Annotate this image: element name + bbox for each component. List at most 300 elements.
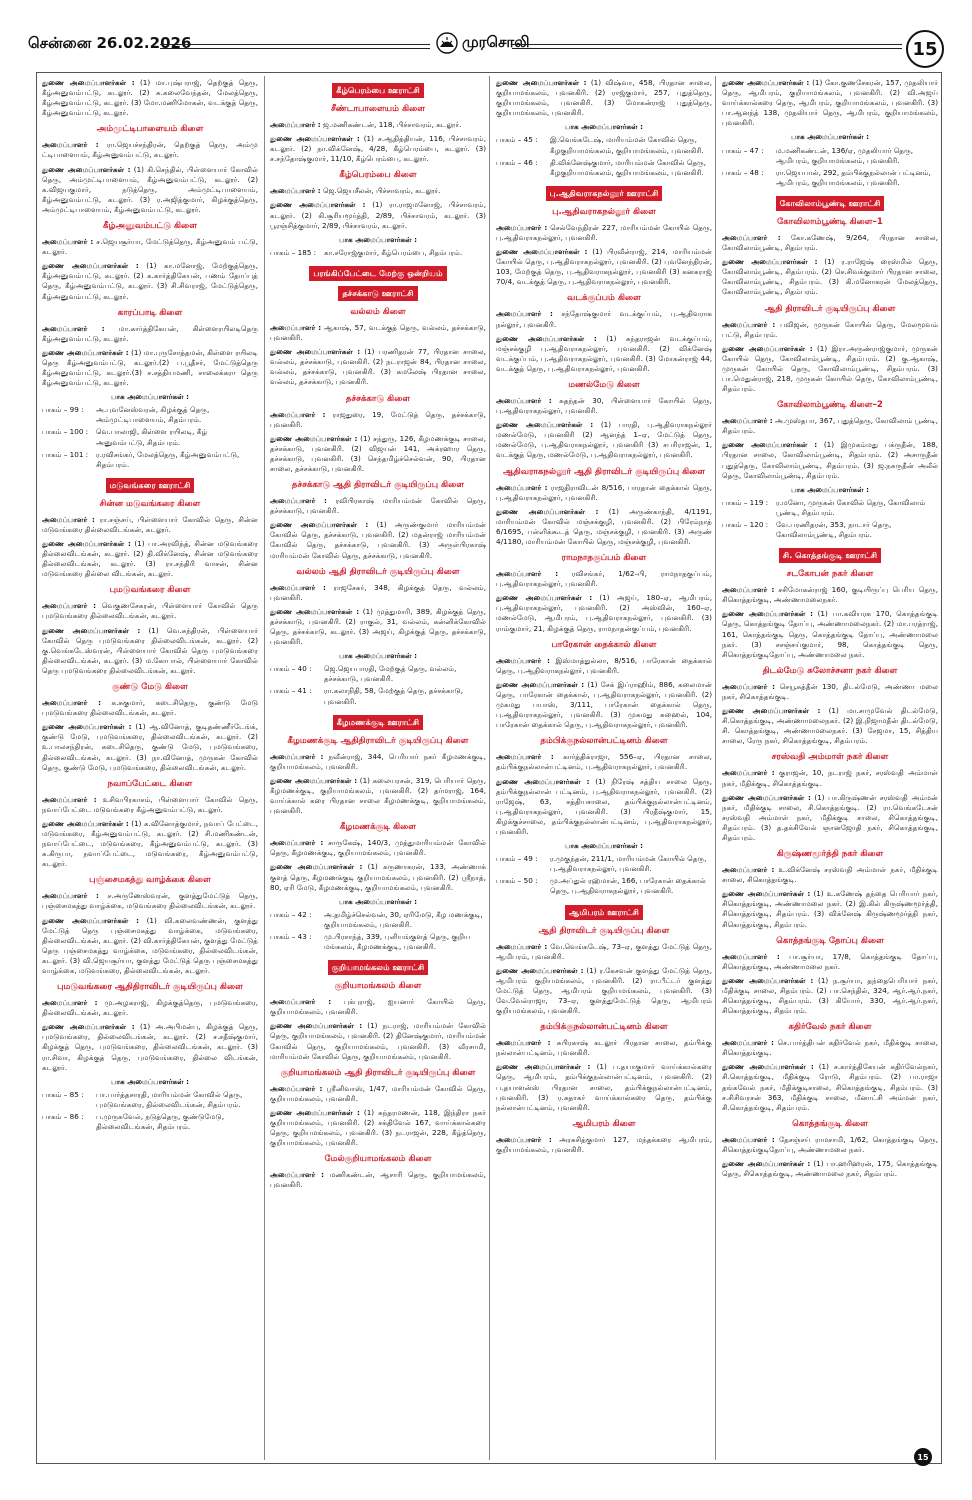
role-label: அமைப்பாளர் : — [722, 585, 775, 595]
role-label: அமைப்பாளர் : — [722, 865, 775, 875]
booth-agent: இ.வெங்கடேஷ், மாரியம்மன் கோவில் தெரு, கீழகுறியாமங்கலம், குறியாமங்கலம், புவனகிரி. — [550, 135, 704, 155]
member-entry — [722, 976, 938, 1016]
member-entry — [270, 200, 486, 230]
member-details: (1) சேக் இப்ராஹிம், 886, கலைமான் தெரு, பாரேகான் தைக்கால், பு.ஆதிவராகநல்லூர், புவனகிரி. (2) முகமது பயாஸ், 3/111, பாரேகான் தைக்கால் தெரு, பு.ஆதிவராகநல்லூர், புவனகிரி. (3) முகமது சுஹைல், 104, பாரேகான் தைக்கால் தெரு, பு.ஆதிவராகநல்லூர், புவனகிரி. — [496, 679, 712, 730]
member-entry — [270, 1170, 486, 1190]
member-details: (1) உ.கணேஷ் தந்தை பெரியார் நகர், சிகொத்தங்குடி, அண்ணாமலை நகர். (2) இ.கில் கிருஷ்ணமூர்த்தி, சிகொத்தங்குடி, சிதம்பரம். (3) விக்னேஷ் கிருஷ்ணமூர்த்தி நகர், சிகொத்தங்குடி, சிதம்பரம். — [722, 889, 938, 929]
member-details: பவிஜன், முருகன் கோயில் தெரு, மேலமூவம் பட்டு, சிதம்பரம். — [722, 319, 938, 339]
booth-num: 47 — [749, 145, 759, 155]
member-details: ராஜதுரை, 19, மேட்டுத் தெரு, தச்சக்காடு, புவனகிரி. — [270, 409, 486, 429]
role-label: அமைப்பாளர் : — [496, 655, 550, 665]
member-entry — [270, 134, 486, 164]
panchayat-banner: பரங்கிப்பேட்டை மேற்கு ஒன்றியம் — [309, 266, 446, 281]
booth-number: பாகம் – 50 : — [496, 876, 538, 886]
member-entry — [496, 966, 712, 1016]
member-entry — [722, 682, 938, 702]
member-entry — [270, 434, 486, 474]
section-subheading: பாக அமைப்பாளர்கள் : — [791, 132, 869, 142]
member-entry — [722, 78, 938, 128]
role-label: துணை அமைப்பாளர்கள் : — [42, 625, 141, 635]
booth-row — [42, 1090, 258, 1112]
section-subheading: பாக அமைப்பாளர்கள் : — [791, 484, 869, 494]
booth-agent: ரா.கலாநிதி, 58, மேற்குத் தெரு, தச்சக்காடு, புவனகிரி. — [324, 686, 464, 706]
booth-number: பாகம் – 185 : — [270, 247, 317, 257]
branch-heading: கொத்தங்குடி கிளை — [792, 1118, 868, 1129]
member-details: தேசஞ்சய் ராமசாமி, 1/62, கொத்தங்குடி தெரு, சிகொத்தங்குடிதோப்பு, அண்ணாமலை நகர். — [722, 1134, 938, 1154]
member-entry — [722, 609, 938, 659]
booth-label: பாகம் – — [270, 664, 296, 674]
member-entry — [722, 952, 938, 972]
booth-label: பாகம் – — [722, 520, 748, 529]
member-details: (1) பிரவீன்ராஜ், 214, மாரியம்மன் கோயில் தெரு, பு.ஆதிவராகநல்லூர், புவனகிரி. (2) புவனேந்திரன், 103, மேற்குத் தெரு, பு.ஆதிவராகநல்லூர், புவனகிரி (3) கனகராஜ் 70/4, வடக்குத் தெரு, பு.ஆதிவராகநல்லூர், புவனகிரி. — [496, 247, 712, 287]
role-label: துணை அமைப்பாளர்கள் : — [42, 539, 131, 548]
booth-num: 46 — [523, 157, 533, 167]
member-entry — [496, 483, 712, 503]
role-label: துணை அமைப்பாளர்கள் : — [722, 257, 818, 267]
member-entry — [496, 334, 712, 374]
booth-row — [496, 135, 712, 157]
member-entry — [722, 257, 938, 297]
member-entry — [42, 819, 258, 869]
member-entry — [496, 1038, 712, 1058]
member-entry — [42, 324, 258, 344]
member-details: (1) ர.கேசவன் குளத்து மேட்டுத் தெரு, ஆமிபரம் குறியமங்கலம், புவனகிரி. (2) ரா.பீட்டர் குளத்து மேட்டுத் தெரு, ஆமிபரம் குறியமங்கலம், புவனகிரி. (3) வே.வேல்ராஜா, 73–ஏ, குளத்துமேட்டுத் தெரு, ஆமிபரம் குறியமங்கலம், புவனகிரி. — [496, 965, 712, 1016]
member-details: ரா.சஞ்சய், பிள்ளையார் கோவில் தெரு, சின்ன மடுவங்கரை தில்லைவிடங்கன், கடலூர். — [42, 514, 258, 534]
booth-number: பாகம் – 42 : — [270, 909, 312, 919]
branch-heading: புமடுவங்கரை ஆதிதிராவிடர் குடியிருப்பு கிளை — [57, 982, 243, 993]
branch-heading: திடல்மேடு சுலோச்சனா நகர் கிளை — [762, 665, 898, 676]
member-entry — [270, 752, 486, 772]
booth-table — [722, 498, 938, 542]
section-subheading: பாக அமைப்பாளர்கள் : — [111, 1076, 189, 1086]
member-details: (1) பாரதி, பு.ஆதிவராகநல்லூர் மணல்மேடு, புவனகிரி (2) ஆனந்த் 1–ஏ, மேட்டுத் தெரு, மணல்மேடு, பு.ஆதிவராகநல்லூர், புவனகிரி (3) சபரிராஜன், 1, வடக்குத் தெரு, மணல்மேடு, பு.ஆதிவராகநல்லூர், புவனகிரி. — [496, 420, 712, 460]
branch-heading: தச்சக்காடு கிளை — [345, 393, 411, 404]
member-details: (1) பா.ஹரிஹரன், 175, கொத்தங்குடி தெரு, சிகொத்தங்குடி, அண்ணாமலை நகர், சிதம்பரம். — [722, 1159, 938, 1179]
role-label: துணை அமைப்பாளர்கள் : — [270, 347, 361, 357]
member-details: (1) நிரேஷ் சத்திய சாலை தெரு, தம்பிக்குநல்லான் பட்டினம், பு.ஆதிவராகநல்லூர், புவனகிரி. (2) ராஜேஷ், 63, சத்தியசாலை, தம்பிக்குநல்லான்பட்டினம், பு.ஆதிவராகநல்லூர், புவனகிரி. (3) பிரதீஷ்குமார், 15, கிழக்குச்சாலை, தம்பிக்குநல்லான்பட்டினம், பு.ஆதிவராகநல்லூர், புவனகிரி. — [496, 776, 712, 836]
booth-label: பாகம் – — [42, 449, 68, 459]
member-details: (1) ரா.ராஜமனோஜ், பிச்சாவரம், கடலூர். (2) கி.சூரியமூர்த்தி, 2/89, பிச்சாவரம், கடலூர். (3) பூரஞ்சித்குமார், 2/89, பிச்சாவரம், கடலூர். — [270, 200, 486, 230]
role-label: துணை அமைப்பாளர்கள் : — [722, 889, 811, 899]
member-entry — [496, 396, 712, 416]
booth-num: 100 — [69, 427, 84, 437]
member-entry — [270, 776, 486, 816]
role-label: அமைப்பாளர் : — [42, 601, 97, 611]
booth-row — [270, 932, 486, 954]
booth-num: 48 — [749, 167, 759, 177]
member-details: (1) மா.புஷ்பராஜ், தெற்குத் தெரு, கீழ்அனுவம்பட்டு, கடலூர். (2) சு.கலைவேந்தன், மேலத்தெரு, கீழ்அனுவம்பட்டு, கடலூர். (3) மோ.மணிமோகன், வடக்குத் தெரு, கீழ்அனுவம்பட்டு, கடலூர். — [42, 78, 258, 118]
branch-heading: பு.ஆதிவராகநல்லூர் கிளை — [552, 206, 656, 217]
column-divider — [489, 76, 490, 1460]
booth-row — [42, 405, 258, 427]
branch-heading: குறியாமங்கலம் ஆதி திராவிடர் குடியிருப்பு கிளை — [280, 1067, 476, 1078]
booth-row — [722, 168, 938, 190]
booth-row — [42, 450, 258, 472]
role-label: துணை அமைப்பாளர்கள் : — [722, 706, 821, 716]
member-details: (1) அ.அபிமன்பு, கிழக்குத் தெரு, புமடுவங்கரை, தில்லைவிடங்கன், கடலூர். (2) ச.சதீஷ்குமார், கிழக்குத் தெரு, புமடுவங்கரை, தில்லைவிடங்கன், கடலூர். (3) ரா.சிவா, கிழக்குத் தெரு, புமடுவங்கரை, தில்லை விடங்கன், கடலூர். — [42, 1022, 258, 1072]
booth-num: 45 — [523, 135, 533, 145]
member-entry — [42, 261, 258, 301]
branch-heading: தச்சக்காடு ஆதி திராவிடர் குடியிருப்பு கிளை — [291, 480, 465, 491]
member-entry — [496, 942, 712, 962]
role-label: துணை அமைப்பாளர்கள் : — [270, 862, 363, 872]
member-entry — [270, 347, 486, 387]
page-header — [0, 0, 972, 62]
member-entry — [270, 520, 486, 560]
member-details: (1) நடராஜ், மாரியம்மன் கோவில் தெரு, குறியாமங்கலம், புவனகிரி. (2) தினேஷ்குமார், மாரியம்மன் கோவில் தெரு, குறியாமங்கலம், புவனகிரி. (3) வீரசாமி, மாரியம்மன் கோவில் தெரு, குறியாமங்கலம், புவனகிரி. — [270, 1021, 486, 1061]
footer-page-number: 15 — [914, 1448, 932, 1466]
member-details: ரவிசங்கர், 1/62–பி, ராமநாதகுப்பம், பு.ஆதிவராகநல்லூர், புவனகிரி. — [496, 569, 712, 589]
member-entry — [42, 795, 258, 815]
member-entry — [722, 440, 938, 480]
member-details: (1) அஜய், 180–ஏ, ஆமிபரம், பு.ஆதிவராகநல்லூர், புவனகிரி. (2) அஸ்வின், 160–ஏ, மணல்மேடு, ஆமிபரம், பு.ஆதிவராகநல்லூர், புவனகிரி. (3) ராம்குமார், 21, கிழக்குத் தெரு, ராமநாதன்குப்பம், புவனகிரி. — [496, 593, 712, 633]
member-details: செ.பார்த்திபன் கதிர்வேல் நகர், மீதிக்குடி சாலை, சிகொத்தங்குடி. — [722, 1038, 938, 1058]
booth-num: 49 — [523, 854, 533, 864]
role-label: அமைப்பாளர் : — [722, 768, 775, 778]
member-entry — [496, 593, 712, 633]
role-label: அமைப்பாளர் : — [496, 309, 553, 319]
role-label: துணை அமைப்பாளர்கள் : — [722, 792, 811, 802]
member-entry — [42, 237, 258, 257]
role-label: அமைப்பாளர் : — [496, 941, 548, 951]
role-label: அமைப்பாளர் : — [270, 838, 324, 848]
booth-number: பாகம் – 120 : — [722, 520, 769, 529]
role-label: அமைப்பாளர் : — [270, 751, 324, 761]
role-label: அமைப்பாளர் : — [270, 1170, 324, 1180]
member-entry — [42, 916, 258, 977]
branch-heading: கதிர்வேல் நகர் கிளை — [788, 1022, 872, 1033]
booth-agent: ர.முகுந்தன், 211/1, மாரியம்மன் கோயில் தெரு, பு.ஆதிவராகநல்லூர், புவனகிரி. — [550, 854, 707, 874]
booth-label: பாகம் – — [270, 247, 296, 257]
member-entry — [496, 247, 712, 287]
panchayat-banner: மடுவங்கரை ஊராட்சி — [106, 478, 195, 493]
member-details: (1) கா.மனோஜ், மேற்குத்தெரு, கீழ்அனுவம்பட்டு, கடலூர். (2) க.கார்த்திகேயன், பணம் தோப்புத் தெரு, கீழ்அனுவம்பட்டு, கடலூர். (3) சி.சிவராஜ், மேட்டுத்தெரு, கீழ்அனுவம்பட்டு, கடலூர். — [42, 261, 258, 301]
booth-num: 101 — [69, 449, 84, 459]
role-label: அமைப்பாளர் : — [722, 681, 776, 691]
role-label: துணை அமைப்பாளர்கள் : — [42, 261, 139, 271]
member-details: சந்தோஷ்குமார் வடக்குப்பம், பு.ஆதிவராக நல்லூர், புவனகிரி. — [496, 309, 712, 329]
member-details: ச.அருணேஸ்வரன், குளத்துமேட்டுத் தெரு, புஞ்சைமகத்து வாழ்க்கை, மடுவங்கரை தில்லைவிடங்கன், கடலூர். — [42, 891, 258, 911]
member-details: ச.ஜெயசூர்யா, மேட்டுத்தெரு, கீழ்அனுவம் பட்டு, கடலூர். — [42, 237, 258, 257]
booth-table — [42, 405, 258, 472]
member-details: ராஜசேகர், 348, கிழக்குத் தெரு, வல்லம், புவனகிரி. — [270, 582, 486, 602]
member-details: (1) விஷ்வா, 458, பிரதான சாலை, குறியாமங்கலம், புவனகிரி. (2) ராஜ்குமார், 257, புதுத்தெரு, குறியாமங்கலம், புவனகிரி. (3) மோகன்ராஜ் புதுத்தெரு, குறியாமங்கலம், புவனகிரி. — [496, 78, 712, 118]
booth-number: பாகம் – 41 : — [270, 686, 312, 696]
member-details: (1) இரா.அருண்ராஜ்குமார், முருகன் கோயில் தெரு, கோவிலாம்பூண்டி, சிதம்பரம். (2) கு.ஆகாஷ், முருகன் கோயில் தெரு, கோவிலாம்பூண்டி, சிதம்பரம். (3) பா.மெதுன்ராஜ், 218, முருகன் கோயில் தெரு, கோவிலாம்பூண்டி, சிதம்பரம். — [722, 343, 938, 394]
booth-num: 40 — [297, 664, 307, 674]
member-details: கோ.கணேஷ், 9/264, பிரதான சாலை, கோவிலாம்பூண்டி, சிதம்பரம். — [722, 232, 938, 253]
role-label: அமைப்பாளர் : — [496, 222, 548, 232]
role-label: அமைப்பாளர் : — [496, 482, 548, 492]
member-entry — [270, 838, 486, 858]
booth-row — [270, 248, 486, 260]
booth-row — [270, 910, 486, 932]
member-entry — [496, 78, 712, 118]
branch-heading: கோவிலாம்பூண்டி கிளை–1 — [777, 216, 883, 227]
member-entry — [42, 626, 258, 676]
booth-table — [496, 135, 712, 179]
member-details: (1) சுந்தராஜன் வடக்குப்பம், மஞ்சக்குழி பு.ஆதிவராகநல்லூர், புவனகிரி. (2) விக்னேஷ் வடக்குப்பம், பு.ஆதிவராகநல்லூர், புவனகிரி. (3) மோகன்ராஜ் 44, வடக்குத் தெரு, பு.ஆதிவராகநல்லூர், புவனகிரி. — [496, 333, 712, 373]
member-details: கார்த்திக்ராஜா, 556–ஏ, பிரதான சாலை, தம்பிக்குநல்லான்பட்டினம், பு.ஆதிவராகநல்லூர், புவனகிரி. — [496, 752, 712, 772]
booth-agent: தி.விக்னேஷ்குமார், மாரியம்மன் கோவில் தெரு, கீழகுறியாமங்கலம், குறியாமங்கலம், புவனகிரி. — [550, 157, 707, 177]
masthead-logo — [436, 32, 530, 54]
branch-heading: ஆதி திராவிடர் குடியிருப்பு கிளை — [538, 925, 670, 936]
role-label: அமைப்பாளர் : — [496, 752, 554, 762]
booth-number: பாகம் – 48 : — [722, 167, 764, 177]
role-label: அமைப்பாளர் : — [270, 1083, 323, 1093]
branch-heading: கொத்தங்குடி தோப்பு கிளை — [776, 935, 884, 946]
role-label: துணை அமைப்பாளர்கள் : — [722, 975, 814, 985]
member-entry — [42, 539, 258, 579]
booth-num: 41 — [297, 686, 307, 696]
section-subheading: பாக அமைப்பாளர்கள் : — [111, 392, 189, 402]
booth-num: 42 — [297, 909, 307, 919]
member-details: சசிமோகன்ராஜ் 160, குடியிருப்பு பெரிய தெரு, சிகொத்தங்குடி, அண்ணாமலைநகர். — [722, 585, 938, 605]
panchayat-banner: ஆமிபரம் ஊராட்சி — [565, 905, 643, 920]
booth-number: பாகம் – 49 : — [496, 854, 538, 864]
section-subheading: பாக அமைப்பாளர்கள் : — [339, 896, 417, 906]
booth-table — [496, 854, 712, 898]
member-entry — [270, 323, 486, 343]
masthead-title: முரசொலி — [462, 33, 530, 51]
member-entry — [42, 515, 258, 535]
member-details: சுபிரகாஷ் கடலூர் பிரதான சாலை, தம்பிக்கு நல்லான்பட்டினம், புவனகிரி. — [496, 1038, 712, 1058]
member-entry — [722, 793, 938, 843]
role-label: துணை அமைப்பாளர்கள் : — [496, 78, 587, 87]
booth-number: பாகம் – 45 : — [496, 135, 538, 145]
member-details: (1) ச.கார்த்திகேயன் கதிர்வேல்நகர், சி.கொத்தங்குடி, மீதிக்குடி ரோடு, சிதம்பரம். (2) பா.ராஜா தங்கவேல் நகர், மீதிக்குடிசாலை, சிகொத்தங்குடி, சிதம்பரம். (3) ச.சிசிவரசன் 363, மீதிக்குடி சாலை, மீனாட்சி அம்மன் நகர், சி.கொத்தங்குடி, சிதம்பரம். — [722, 1062, 938, 1112]
branch-heading: பாரேகான் தைக்கால் கிளை — [551, 639, 657, 650]
member-entry — [270, 496, 486, 516]
booth-number: பாகம் – 99 : — [42, 405, 84, 415]
role-label: துணை அமைப்பாளர்கள் : — [722, 1062, 814, 1072]
member-details: ஸ்ரீனிவாஸ், 1/47, மாரியம்மன் கோவில் தெரு, குறியாமங்கலம், புவனகிரி. — [270, 1083, 486, 1103]
member-entry — [42, 140, 258, 160]
role-label: துணை அமைப்பாளர்கள் : — [270, 520, 369, 530]
member-details: வே.வெங்கடேஷ், 73–ஏ, குளத்து மேட்டுத் தெரு, ஆமிபரம், புவனகிரி. — [496, 941, 712, 961]
member-details: சாருகேஷ், 140/3, முத்துமாரியம்மன் கோவில் தெரு, கீழமணக்குடி, குறியாமங்கலம், புவனகிரி. — [270, 838, 486, 858]
column-2 — [270, 78, 486, 1458]
member-details: ஜ.மணிகண்டன், 118, பிச்சாவரம், கடலூர். — [322, 120, 462, 129]
branch-heading: மேல்குறியாமங்கலம் கிளை — [324, 1154, 432, 1165]
member-details: (1) பா.கவியரசு 170, கொத்தங்குடி தெரு, கொத்தங்குடி தோப்பு, அண்ணாமலைநகர். (2) மா.பரத்ராஜ், 161, கொத்தங்குடி தெரு, கொத்தங்குடி தோப்பு, அண்ணாமலை நகர். (3) சசஞ்சய்குமார், 98, கொத்தங்குடி தெரு, சிகொத்தங்குடிதோப்பு, அண்ணாமலை நகர். — [722, 609, 938, 659]
booth-num: 120 — [749, 520, 764, 529]
role-label: துணை அமைப்பாளர்கள் : — [496, 506, 599, 516]
booth-row — [722, 520, 938, 542]
booth-num: 50 — [523, 876, 533, 886]
booth-row — [270, 664, 486, 686]
member-entry — [722, 706, 938, 746]
role-label: அமைப்பாளர் : — [496, 1134, 552, 1144]
member-details: ரா.ஜெயச்சந்திரன், தெற்குத் தெரு, அம்மு ட்டிபாளையம், கீழ்அனுவம்பட்டு, கடலூர். — [42, 140, 258, 160]
branch-heading: மணல்மேடு கிளை — [568, 379, 640, 390]
member-details: ரவிபிரகாஷ் மாரியம்மன் கோவில் தெரு, தச்சக்காடு, புவனகிரி. — [270, 496, 486, 516]
member-details: (1) சந்துரு, 126, கீழமணக்குடி சாலை, தச்சக்காடு, புவனகிரி. (2) விஜயன் 141, அக்ரஹார தெரு, தச்சக்காடு, புவனகிரி. (3) செந்தமிழ்ச்செல்வன், 90, பிரதான சாலை, தச்சக்காடு, புவனகிரி. — [270, 433, 486, 473]
member-entry — [270, 862, 486, 892]
booth-table — [270, 664, 486, 708]
booth-number: பாகம் – 43 : — [270, 931, 312, 941]
booth-row — [722, 498, 938, 520]
booth-label: பாகம் – — [722, 145, 748, 155]
role-label: அமைப்பாளர் : — [722, 232, 781, 242]
branch-heading: நவாப்பேட்டை கிளை — [107, 778, 193, 789]
booth-table — [270, 910, 486, 954]
member-entry — [42, 891, 258, 911]
role-label: துணை அமைப்பாளர்கள் : — [496, 776, 590, 786]
panchayat-banner: தச்சக்காடு ஊராட்சி — [338, 286, 417, 301]
booth-label: பாகம் – — [496, 135, 522, 145]
role-label: துணை அமைப்பாளர்கள் : — [270, 200, 366, 210]
role-label: அமைப்பாளர் : — [270, 997, 332, 1007]
booth-agent: ஜெ.ஜெயபாரதி, மேற்குத் தெரு, வல்லம், தச்சக்காடு, புவனகிரி. — [324, 664, 457, 684]
member-entry — [270, 997, 486, 1017]
booth-label: பாகம் – — [496, 157, 522, 167]
member-details: மணிகண்டன், ஆசாரி தெரு, குறியாமங்கலம், புவனகிரி. — [270, 1170, 486, 1190]
member-details: இஸ்மாத்துல்லா, 8/516, பாரேகான் தைக்கால் தெரு, பு.ஆதிவராகநல்லூர், புவனகிரி. — [496, 655, 712, 675]
branch-heading: புமடுவங்கரை கிளை — [109, 585, 191, 596]
role-label: அமைப்பாளர் : — [496, 569, 559, 579]
role-label: துணை அமைப்பாளர்கள் : — [270, 1021, 363, 1031]
booth-num: 43 — [297, 931, 307, 941]
member-details: (1) முத்துமாரி, 389, கிழக்குத் தெரு, தச்சக்காடு, புவனகிரி. (2) ராகுல், 31, வல்லம், கன்னிக்கோவில் தெரு, தச்சக்காடு, கடலூர். (3) அஜய், கிழக்குத் தெரு, தச்சக்காடு, புவனகிரி. — [270, 606, 486, 647]
booth-agent: ர.ரவிசங்கர், மேலத்தெரு, கீழ்அனுவம்பட்டு, சிதம்பரம். — [96, 449, 240, 469]
branch-heading: அம்முட்டிபாளையம் கிளை — [96, 124, 204, 135]
branch-heading: கீழமணக்குடி கிளை — [339, 822, 417, 833]
member-details: (1) மா.புருசோத்தமன், கிள்ளை ரயிலடி தெரு கீழ்அனுவம்பட்டு, கடலூர்.(2) ப.பூதீசர், மேட்டுத்தெரு கீழ்அனுவம்பட்டு, கடலூர்.(3) ச.சத்தியமணி, சாலைக்கரா தெரு கீழ்அனுவம்பட்டு, கடலூர். — [42, 347, 258, 388]
header-rule-right — [512, 44, 902, 49]
role-label: துணை அமைப்பாளர்கள் : — [722, 343, 813, 353]
header-rule-left — [160, 44, 430, 49]
booth-num: 85 — [69, 1089, 79, 1099]
member-details: குராஜன், 10, நடராஜ் நகர், சரஸ்வதி அம்மாள் நகர், மீதிக்குடி, சிகொத்தங்குடி. — [722, 768, 938, 788]
column-4 — [722, 78, 938, 1458]
booth-label: பாகம் – — [496, 876, 522, 886]
branch-heading: வல்லம் கிளை — [350, 306, 406, 317]
branch-heading: குறியாமங்கலம் கிளை — [334, 981, 422, 992]
branch-heading: ஆதி திராவிடர் குடியிருப்பு கிளை — [764, 303, 896, 314]
member-entry — [270, 410, 486, 430]
booth-agent: ரா.ஜெயபால், 292, தம்பிக்குநல்லான் பட்டினம், ஆமிபரம், குறியாமங்கலம், புவனகிரி. — [776, 167, 931, 187]
member-details: சுதந்தன் 30, பிள்ளையார் கோயில் தெரு, பு.ஆதிவராகநல்லூர், புவனகிரி. — [496, 395, 712, 416]
booth-agent: அ.புவனேஸ்வரன், கிழக்குத் தெரு, அம்முட்டிபாளையம், சிதம்பரம். — [96, 405, 210, 425]
booth-label: பாகம் – — [42, 1112, 68, 1122]
role-label: துணை அமைப்பாளர்கள் : — [722, 440, 818, 450]
booth-num: 185 — [297, 247, 312, 257]
city-date: சென்னை 26.02.2026 — [28, 34, 192, 52]
booth-label: பாகம் – — [722, 167, 748, 177]
role-label: அமைப்பாளர் : — [42, 998, 98, 1008]
panchayat-banner: கீழமணக்குடி ஊராட்சி — [333, 715, 423, 730]
member-details: ஆகாஷ், 57, வடக்குத் தெரு, வல்லம், தச்சக்காடு, புவனகிரி. — [270, 322, 486, 343]
booth-row — [496, 876, 712, 898]
role-label: துணை அமைப்பாளர்கள் : — [42, 78, 135, 87]
member-entry — [42, 998, 258, 1018]
booth-num: 119 — [749, 497, 764, 507]
booth-agent: கா.சரோஜ்குமார், கீழ்பெரம்பை, சிதம்பரம். — [324, 247, 463, 257]
member-details: உ.விக்னேஷ் சரஸ்வதி அம்மாள் நகர், மீதிக்குடி சாலை, சிகொத்தங்குடி. — [722, 865, 938, 885]
role-label: அமைப்பாளர் : — [42, 514, 95, 524]
role-label: துணை அமைப்பாளர்கள் : — [496, 1062, 591, 1072]
panchayat-banner: பு.ஆதிவராகநல்லூர் ஊராட்சி — [546, 186, 663, 201]
member-entry — [270, 583, 486, 603]
member-entry — [722, 1038, 938, 1058]
booth-number: பாகம் – 40 : — [270, 664, 312, 674]
member-details: அ.முஸ்தபா, 367, புதுத்தெரு, கோவிலாம் பூண்டி, சிதம்பரம். — [722, 416, 938, 436]
role-label: துணை அமைப்பாளர்கள் : — [722, 609, 814, 619]
member-entry — [722, 1159, 938, 1179]
member-details: வெகுணசேகரன், பிள்ளையார் கோவில் தெரு புமடுவங்கரை தில்லைவிடங்கன், கடலூர். — [42, 601, 258, 621]
booth-number: பாகம் – 100 : — [42, 427, 89, 437]
branch-heading: காரப்பாடி கிளை — [117, 307, 183, 318]
member-entry — [496, 420, 712, 460]
role-label: துணை அமைப்பாளர்கள் : — [270, 606, 360, 616]
role-label: துணை அமைப்பாளர்கள் : — [42, 818, 129, 828]
member-details: உசிவபிரகாசம், பிள்ளையார் கோவில் தெரு, நவாப்பேட்டை மடுவங்கரை கீழ்அனுவம்பட்டு, கடலூர். — [42, 794, 258, 814]
branch-heading: புஞ்சைமகத்து வாழ்க்கை கிளை — [89, 875, 211, 886]
branch-heading: கோவிலாம்பூண்டி கிளை–2 — [777, 400, 883, 411]
member-details: ராஜதிராவிடன் 8/516, பாரதான் தைக்கால் தெரு, பு.ஆதிவராகநல்லூர், புவனகிரி. — [496, 482, 712, 502]
role-label: அமைப்பாளர் : — [496, 1038, 551, 1048]
role-label: அமைப்பாளர் : — [722, 1134, 775, 1144]
column-3 — [496, 78, 712, 1458]
member-details: அரசுசித்குமார் 127, மந்தக்கரை ஆமிபரம், குறியாமங்கலம், புவனகிரி. — [496, 1134, 712, 1154]
role-label: அமைப்பாளர் : — [722, 951, 780, 961]
column-divider — [264, 76, 265, 1460]
booth-num: 86 — [69, 1112, 79, 1122]
role-label: துணை அமைப்பாளர்கள் : — [496, 593, 593, 603]
member-entry — [722, 233, 938, 253]
member-details: க.சுகுமார், கடைசிதெரு, குண்டு மேடு புமடுவங்கரை தில்லைவிடங்கன், கடலூர். — [42, 698, 258, 718]
role-label: துணை அமைப்பாளர்கள் : — [42, 915, 140, 925]
member-details: (1) பரணிதரன் 77, பிரதான சாலை, வல்லம், தச்சக்காடு, புவனகிரி. (2) நடராஜன் 84, பிரதான சாலை, வல்லம், தச்சக்காடு, புவனகிரி. (3) கமலேஷ் பிரதான சாலை, வல்லம், தச்சக்காடு, புவனகிரி. — [270, 347, 486, 387]
role-label: அமைப்பாளர் : — [42, 237, 94, 247]
booth-label: பாகம் – — [270, 931, 296, 941]
booth-label: பாகம் – — [270, 686, 296, 696]
member-entry — [722, 585, 938, 605]
member-details: (1) கலையரசன், 319, பெரியார் தெரு, கீழமணக்குடி, குறியாமங்கலம், புவனகிரி. (2) தர்மராஜ், 164, வாய்க்கால் கரை பிரதான சாலை கீழமணக்குடி, குறியாமங்கலம், புவனகிரி. — [270, 775, 486, 816]
booth-agent: ர.மனோ, முருகன் கோவில் தெரு, கோவிலாம் பூண்டி, சிதம்பரம். — [776, 497, 926, 517]
member-details: (1) ஆ.வினோத், குடிதண்ணீர்டேங்க், குண்டு மேடு, புமடுவங்கரை, தில்லைவிடங்கன், கடலூர். (2) உ.பாலசந்திரன், கடைசிதெரு, குண்டு மேடு, புமடுவங்கரை, தில்லைவிடங்கன், கடலூர். (3) நா.வினோத், முருகன் கோவில் தெரு, குண்டு மேடு, புமடுவங்கரை, தில்லைவிடங்கன், கடலூர். — [42, 722, 258, 772]
member-entry — [496, 309, 712, 329]
member-details: நவீன்ராஜ், 344, பெரியார் நகர் கீழமணக்குடி, குறியாமங்கலம், புவனகிரி. — [270, 751, 486, 771]
role-label: துணை அமைப்பாளர்கள் : — [42, 164, 131, 174]
member-entry — [270, 1084, 486, 1104]
role-label: துணை அமைப்பாளர்கள் : — [496, 247, 588, 257]
member-details: (1) ந.சூர்யா, தந்தைபெரியார் நகர், மீதிக்குடி சாலை, சிதம்பரம். (2) பா.செந்தில், 324, ஆர்.ஆர்.நகர், சிகொத்தங்குடி, சிதம்பரம். (3) கியோர், 330, ஆர்.ஆர்.நகர், சிகொத்தங்குடி, சிதம்பரம். — [722, 975, 938, 1016]
branch-heading: கீழமணக்குடி ஆதிதிராவிடர் குடியிருப்பு கிளை — [287, 735, 469, 746]
role-label: அமைப்பாளர் : — [722, 1038, 774, 1048]
member-entry — [270, 1021, 486, 1061]
booth-label: பாகம் – — [722, 497, 748, 507]
role-label: துணை அமைப்பாளர்கள் : — [722, 78, 810, 87]
member-details: (1) வி.கலைவண்ணன், குளத்து மேட்டுத் தெரு புஞ்சைமகத்து வாழ்க்கை, மடுவங்கரை, தில்லைவிடங்கன், கடலூர். (2) வி.கார்த்திகேயன், குளத்து மேட்டுத் தெரு புஞ்சைமகத்து வாழ்க்கை, மடுவங்கரை, தில்லைவிடங்கன், கடலூர். (3) வி.ஜெயசூர்யா, குளத்து மேட்டுத் தெரு புஞ்சைமகத்து வாழ்க்கை, மடுவங்கரை, தில்லைவிடங்கன், கடலூர். — [42, 915, 258, 975]
role-label: அமைப்பாளர் : — [270, 120, 321, 129]
booth-table — [42, 1090, 258, 1134]
booth-label: பாகம் – — [42, 427, 68, 437]
rising-sun-icon — [436, 32, 458, 54]
booth-number: பாகம் – 47 : — [722, 145, 764, 155]
role-label: துணை அமைப்பாளர்கள் : — [42, 347, 129, 357]
column-1 — [42, 78, 258, 1458]
member-details: புக்புராஜ், ஐயனார் கோயில் தெரு, குறியாமங்கலம், புவனகிரி. — [270, 997, 486, 1017]
member-entry — [270, 120, 486, 130]
role-label: அமைப்பாளர் : — [42, 891, 99, 901]
role-label: துணை அமைப்பாளர்கள் : — [496, 333, 597, 343]
member-entry — [42, 1022, 258, 1072]
page-number-badge: 15 — [906, 30, 944, 68]
branch-heading: கீழ்பெரம்பை கிளை — [339, 170, 417, 181]
member-details: (1) க.வினோத்குமார், நவாப் பேட்டை, மடுவங்கரை, கீழ்அனுவம்பட்டு, கடலூர். (2) சி.மணிகண்டன், நவாப்பேட்டை, மடுவங்கரை, கீழ்அனுவம்பட்டு, கடலூர். (3) சு.கிருபா, நவாப்பேட்டை, மடுவங்கரை, கீழ்அனுவம்பட்டு, கடலூர். — [42, 818, 258, 869]
